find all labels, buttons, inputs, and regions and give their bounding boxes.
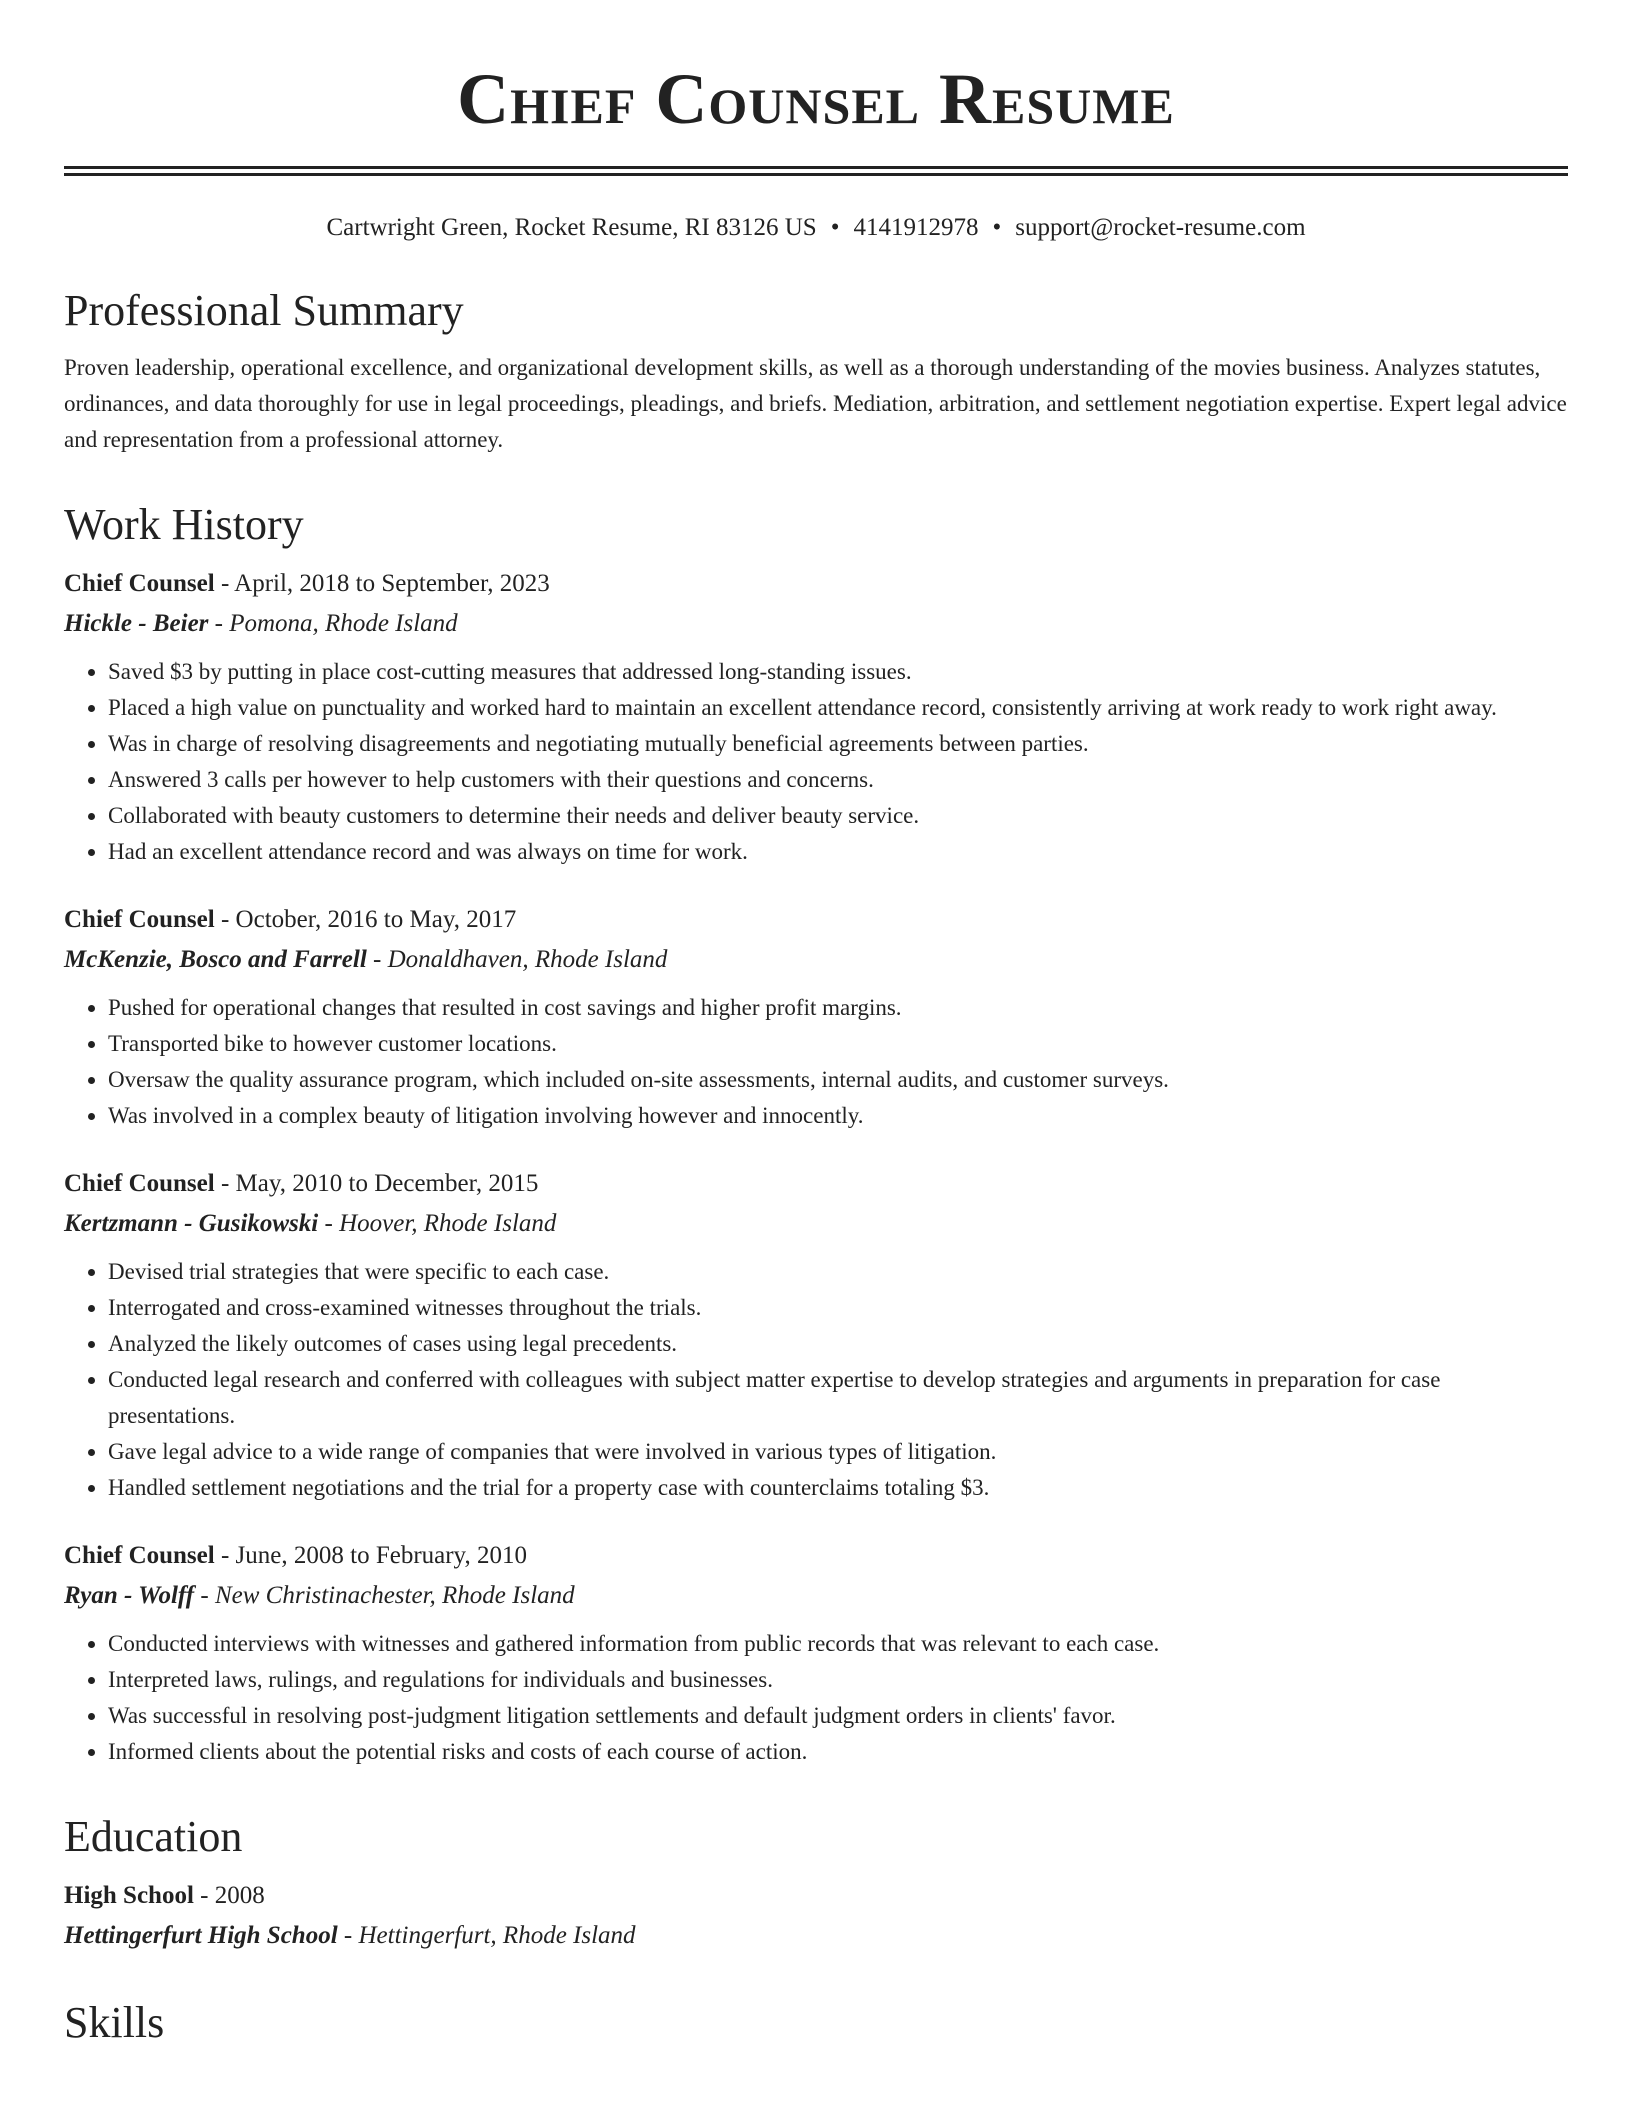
job-title-line <box>64 900 1568 940</box>
work-history-list <box>64 564 1568 1770</box>
education-heading: Education <box>64 1812 243 1861</box>
job-dates: - April, 2018 to September, 2023 <box>214 570 550 597</box>
job-company-line <box>64 1576 1568 1616</box>
contact-address: Cartwright Green, Rocket Resume, RI 83126 US <box>326 214 817 241</box>
education-school: Hettingerfurt High School <box>64 1922 338 1949</box>
resume-title: Chief Counsel Resume <box>457 59 1175 139</box>
education-degree: High School <box>64 1882 194 1909</box>
job-location: - New Christinachester, Rhode Island <box>194 1582 575 1609</box>
job-bullets <box>64 1254 1568 1506</box>
contact-separator: • <box>830 214 840 241</box>
job-title: Chief Counsel <box>64 1542 215 1569</box>
job-bullet: • Was involved in a complex beauty of litigation involving however and innocently. <box>108 1098 1568 1134</box>
job-company: Kertzmann - Gusikowski <box>64 1210 319 1237</box>
contact-separator: • <box>992 214 1002 241</box>
job-title: Chief Counsel <box>64 570 215 597</box>
contact-line <box>64 212 1568 244</box>
job-bullet: • Saved $3 by putting in place cost-cutting measures that addressed long-standing issues. <box>108 654 1568 690</box>
job-dates: - October, 2016 to May, 2017 <box>214 906 517 933</box>
work-history-heading: Work History <box>64 500 304 549</box>
job-company: Ryan - Wolff <box>64 1582 195 1609</box>
job-entry <box>64 564 1568 870</box>
job-company-line <box>64 604 1568 644</box>
job-location: - Donaldhaven, Rhode Island <box>366 946 668 973</box>
job-dates: - June, 2008 to February, 2010 <box>214 1542 527 1569</box>
job-bullet: • Placed a high value on punctuality and worked hard to maintain an excellent attendance record, consistently arriving at work ready to work right away. <box>108 690 1568 726</box>
job-title-line <box>64 1164 1568 1204</box>
job-bullet: • Conducted legal research and conferred with colleagues with subject matter expertise to develop strategies and arguments in preparation for case presentations. <box>108 1362 1568 1434</box>
job-bullet: • Interpreted laws, rulings, and regulations for individuals and businesses. <box>108 1662 1568 1698</box>
job-company: Hickle - Beier <box>64 610 209 637</box>
job-bullet: • Analyzed the likely outcomes of cases using legal precedents. <box>108 1326 1568 1362</box>
job-entry <box>64 1164 1568 1506</box>
job-bullet: • Oversaw the quality assurance program, which included on-site assessments, internal audits, and customer surveys. <box>108 1062 1568 1098</box>
job-location: - Pomona, Rhode Island <box>208 610 458 637</box>
job-bullets <box>64 654 1568 870</box>
job-location: - Hoover, Rhode Island <box>318 1210 557 1237</box>
job-bullet: • Informed clients about the potential risks and costs of each course of action. <box>108 1734 1568 1770</box>
job-entry <box>64 900 1568 1134</box>
job-title-line <box>64 1536 1568 1576</box>
title-divider <box>64 166 1568 176</box>
job-bullet: • Transported bike to however customer locations. <box>108 1026 1568 1062</box>
job-bullet: • Pushed for operational changes that resulted in cost savings and higher profit margins. <box>108 990 1568 1026</box>
job-bullet: • Was successful in resolving post-judgment litigation settlements and default judgment orders in clients' favor. <box>108 1698 1568 1734</box>
job-company-line <box>64 1204 1568 1244</box>
job-company-line <box>64 940 1568 980</box>
education-degree-line <box>64 1876 1568 1916</box>
job-entry <box>64 1536 1568 1770</box>
job-bullet: • Devised trial strategies that were specific to each case. <box>108 1254 1568 1290</box>
education-location: - Hettingerfurt, Rhode Island <box>337 1922 636 1949</box>
job-bullet: • Interrogated and cross-examined witnesses throughout the trials. <box>108 1290 1568 1326</box>
job-bullet: • Collaborated with beauty customers to determine their needs and deliver beauty service. <box>108 798 1568 834</box>
job-bullets <box>64 990 1568 1134</box>
job-title: Chief Counsel <box>64 1170 215 1197</box>
education-year: - 2008 <box>193 1882 265 1909</box>
summary-heading: Professional Summary <box>64 286 464 335</box>
job-bullet: • Conducted interviews with witnesses and gathered information from public records that was relevant to each case. <box>108 1626 1568 1662</box>
contact-phone: 4141912978 <box>853 214 979 241</box>
summary-text: Proven leadership, operational excellence, and organizational development skills, as well as a thorough understanding of the movies business. Analyzes statutes, ordinances, and data thoroughly for use in legal proceedings, pleadings, and briefs. Mediation, arbitration, and settlement negotiation expertise. Expert legal advice and representation from a professional attorney. <box>64 355 1567 452</box>
job-bullet: • Handled settlement negotiations and the trial for a property case with counterclaims totaling $3. <box>108 1470 1568 1506</box>
contact-email: support@rocket-resume.com <box>1015 214 1306 241</box>
job-bullet: • Had an excellent attendance record and was always on time for work. <box>108 834 1568 870</box>
job-bullets <box>64 1626 1568 1770</box>
job-dates: - May, 2010 to December, 2015 <box>214 1170 539 1197</box>
job-title: Chief Counsel <box>64 906 215 933</box>
job-company: McKenzie, Bosco and Farrell <box>64 946 367 973</box>
education-school-line <box>64 1916 1568 1956</box>
job-bullet: • Answered 3 calls per however to help customers with their questions and concerns. <box>108 762 1568 798</box>
job-bullet: • Gave legal advice to a wide range of companies that were involved in various types of litigation. <box>108 1434 1568 1470</box>
education-entry <box>64 1876 1568 1956</box>
job-title-line <box>64 564 1568 604</box>
skills-heading: Skills <box>64 1998 165 2047</box>
job-bullet: • Was in charge of resolving disagreements and negotiating mutually beneficial agreements between parties. <box>108 726 1568 762</box>
